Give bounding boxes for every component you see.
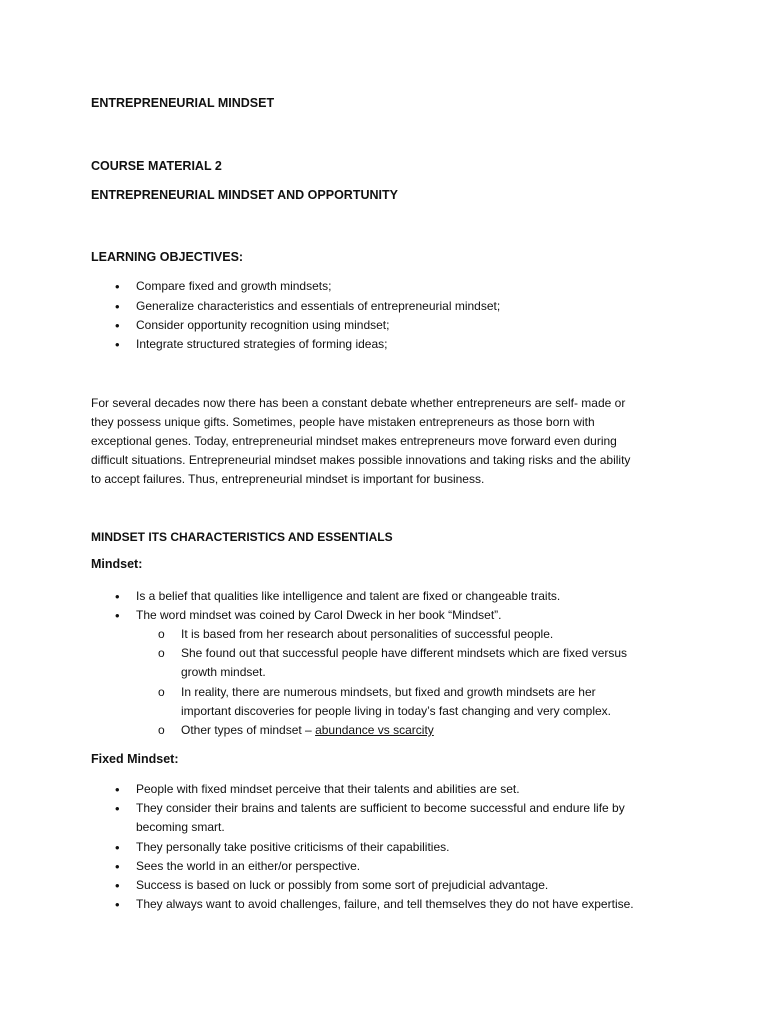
bullet-icon: • — [115, 608, 120, 623]
bullet-icon: • — [115, 859, 120, 874]
bullet-icon: • — [115, 801, 120, 816]
bullet-icon: • — [115, 878, 120, 893]
paragraph-line: exceptional genes. Today, entrepreneurial mindset makes entrepreneurs move forward even during — [91, 434, 617, 448]
paragraph-line: they possess unique gifts. Sometimes, people have mistaken entrepreneurs as those born with — [91, 415, 595, 429]
paragraph-line: to accept failures. Thus, entrepreneurial mindset is important for business. — [91, 472, 485, 486]
course-material-label: COURSE MATERIAL 2 — [91, 159, 222, 173]
bullet-icon: • — [115, 318, 120, 333]
bullet-icon: • — [115, 897, 120, 912]
section-heading: MINDSET ITS CHARACTERISTICS AND ESSENTIALS — [91, 530, 393, 544]
bullet-icon: • — [115, 299, 120, 314]
fixed-mindset-heading: Fixed Mindset: — [91, 752, 179, 766]
document-subtitle: ENTREPRENEURIAL MINDSET AND OPPORTUNITY — [91, 188, 398, 202]
abundance-link[interactable]: abundance vs scarcity — [315, 723, 434, 737]
circle-bullet-icon: o — [158, 627, 165, 641]
bullet-icon: • — [115, 589, 120, 604]
circle-bullet-icon: o — [158, 646, 165, 660]
objectives-heading: LEARNING OBJECTIVES: — [91, 250, 244, 264]
paragraph-line: For several decades now there has been a constant debate whether entrepreneurs are self- made or — [91, 396, 626, 410]
bullet-icon: • — [115, 279, 120, 294]
circle-bullet-icon: o — [158, 723, 165, 737]
circle-bullet-icon: o — [158, 685, 165, 699]
bullet-icon: • — [115, 337, 120, 352]
document-title: ENTREPRENEURIAL MINDSET — [91, 96, 275, 110]
bullet-icon: • — [115, 840, 120, 855]
document-page: ENTREPRENEURIAL MINDSET COURSE MATERIAL 2 ENTREPRENEURIAL MINDSET AND OPPORTUNITY LEARNING OBJECTIVES: • Compare fixed and growth mindsets; • Generalize characteristics and essentials of entrepreneurial mindset; • Consider opportunity recognition using mindset; • Integrate structured strategies of forming ideas; For several decades now there has been a constant debate whether entrepreneurs are self- made or they possess unique gifts. Sometimes, people have mistaken entrepreneurs as those born with exceptional genes. Today, entrepreneurial mindset makes entrepreneurs move forward even during difficult situations. Entrepreneurial mindset makes possible innovations and taking risks and the ability to accept failures. Thus, entrepreneurial mindset is important for business. MINDSET ITS CHARACTERISTICS AND ESSENTIALS Mindset: • Is a belief that qualities like intelligence and talent are fixed or changeable traits. • The word mindset was coined by Carol Dweck in her book “Mindset”. o It is based from her research about personalities of successful people. o She found out that successful people have different mindsets which are fixed versus growth mindset. o In reality, there are numerous mindsets, but fixed and growth mindsets are her important discoveries for people living in today’s fast changing and very complex. o Other types of mindset – abundance vs scarcity Fixed Mindset: • People with fixed mindset perceive that their talents and abilities are set. • They consider their brains and talents are sufficient to become successful and endure life by becoming smart. • They personally take positive criticisms of their capabilities. • Sees the world in an either/or perspective. • Success is based on luck or possibly from some sort of prejudicial advantage. • They always want to avoid challenges, failure, and tell themselves they do not have expertise. — [91, 96, 634, 912]
bullet-icon: • — [115, 782, 120, 797]
paragraph-line: difficult situations. Entrepreneurial mindset makes possible innovations and taking risks and the ability — [91, 453, 631, 467]
mindset-heading: Mindset: — [91, 557, 143, 571]
